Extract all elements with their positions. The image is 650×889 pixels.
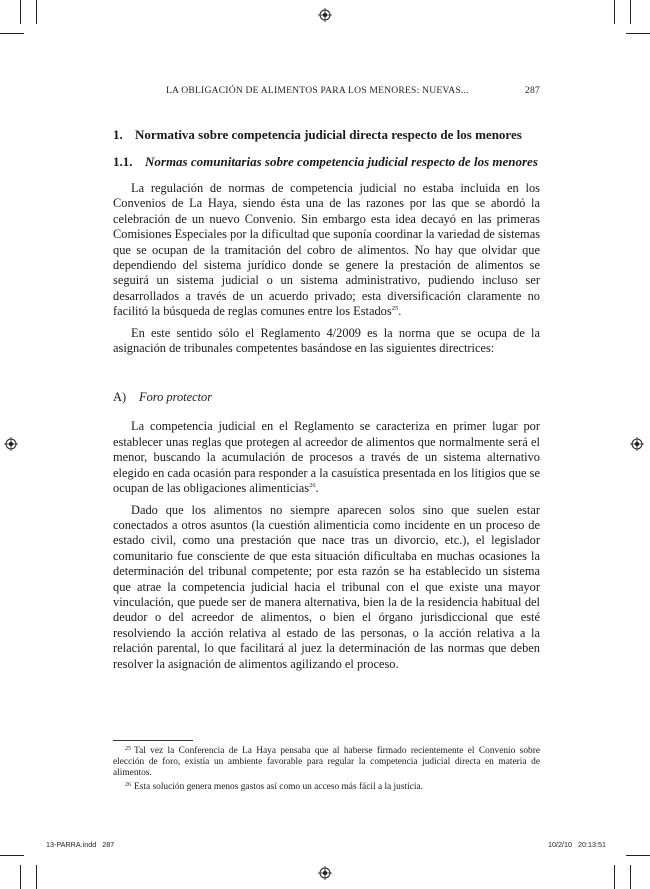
paragraph: La competencia judicial en el Reglamento se caracteriza en primer lugar por establecer unas reglas que protegen al acreedor de alimentos que normalmente será el menor, buscando la acumulación de procesos a través de un sistema alternativo elegido en cada ocasión para responder a la casuística presentada en los litigios que se ocupan de las obligaciones alimenticias$^{26}$. — [113, 419, 540, 496]
crop-mark — [36, 0, 37, 24]
crop-mark — [626, 855, 650, 856]
running-head — [166, 85, 540, 96]
section-number: 1. — [113, 127, 123, 142]
crop-mark — [20, 0, 21, 24]
subheading-label: A) — [113, 390, 127, 405]
footnote-text: Esta solución genera menos gastos así como un acceso más fácil a la justicia. — [134, 782, 423, 792]
registration-mark-icon — [318, 866, 332, 880]
paragraph-text: La regulación de normas de competencia judicial no estaba incluida en los Convenios de La Haya, siendo ésta una de las razones por las que se abordó la celebración de un nuevo Convenio. Sin embargo esta idea decayó en las primeras Comisiones Especiales por la dificultad que suponía coordinar la variedad de sistemas que se ocupan de la tramitación del cobro de alimentos. No hay que olvidar que dependiendo del sistema jurídico donde se genere la prestación de alimentos se seguirá un sistema judicial o un sistema administrativo, pudiendo incluso ser desarrollados a través de un acuerdo privado; esta diversificación claramente no facilitó la búsqueda de reglas comunes entre los Estados — [113, 181, 541, 319]
paragraph-text: La competencia judicial en el Reglamento se caracteriza en primer lugar por establecer unas reglas que protegen al acreedor de alimentos que normalmente será el menor, buscando la acumulación de procesos a través de un sistema alternativo elegido en cada ocasión para responder a la casuística presentada en los litigios que se ocupan de las obligaciones alimenticias — [113, 419, 540, 496]
crop-mark — [36, 865, 37, 889]
paragraph: Dado que los alimentos no siempre aparecen solos sino que suelen estar conectados a otros asuntos (la cuestión alimenticia como incidente en un proceso de estado civil, como una prestación que nace tras un divorcio, etc.), el legislador comunitario fue consciente de que esta situación dificultaba en muchas ocasiones la determinación del tribunal competente; por esta razón se ha establecido un sistema que atrae la competencia judicial hacia el tribunal con el que existe una mayor vinculación, que puede ser de manera alternativa, bien la de la residencia habitual del deudor o del acreedor de alimentos, o bien el órgano jurisdiccional que esté resolviendo la acción relativa al estado de las personas, o la acción relativa a la relación parental, lo que facilitará al juez la determinación de las normas que deben resolver la asignación de alimentos agilizando el proceso. — [113, 502, 540, 671]
footnote-number: 25 — [125, 746, 131, 752]
footnote-rule — [113, 740, 193, 741]
crop-mark — [630, 865, 631, 889]
footnote — [113, 780, 540, 793]
footnotes — [113, 744, 540, 794]
registration-mark-icon — [4, 437, 18, 451]
crop-mark — [614, 0, 615, 24]
paragraph: La regulación de normas de competencia judicial no estaba incluida en los Convenios de La Haya, siendo ésta una de las razones por las que se abordó la celebración de un nuevo Convenio. Sin embargo esta idea decayó en las primeras Comisiones Especiales por la dificultad que suponía coordinar la variedad de sistemas que se ocupan de la tramitación del cobro de alimentos. No hay que olvidar que dependiendo del sistema jurídico donde se genere la prestación de alimentos se seguirá un sistema judicial o un sistema administrativo, pudiendo incluso ser desarrollados a través de un acuerdo privado; esta diversificación claramente no facilitó la búsqueda de reglas comunes entre los Estados$^{25}$. — [113, 181, 541, 319]
subheading — [113, 390, 540, 405]
subsection-heading — [113, 154, 540, 169]
slug-file: 13-PARRA.indd 287 — [46, 840, 115, 849]
section-heading — [113, 127, 540, 142]
paragraph: En este sentido sólo el Reglamento 4/2009 es la norma que se ocupa de la asignación de tribunales competentes basándose en las siguientes directrices: — [113, 325, 540, 356]
crop-mark — [626, 33, 650, 34]
registration-mark-icon — [630, 437, 644, 451]
registration-mark-icon — [318, 8, 332, 22]
footnote-ref: 25 — [391, 305, 399, 313]
running-head-title: LA OBLIGACIÓN DE ALIMENTOS PARA LOS MENORES: NUEVAS... — [166, 85, 469, 96]
crop-mark — [630, 0, 631, 24]
footnote — [113, 744, 540, 779]
crop-mark — [0, 33, 24, 34]
page-number: 287 — [525, 85, 540, 96]
footnote-ref: 26 — [309, 482, 316, 490]
footnote-number: 26 — [125, 782, 131, 788]
main-text — [113, 127, 540, 678]
subheading-title: Foro protector — [139, 390, 213, 405]
subsection-title: Normas comunitarias sobre competencia judicial respecto de los menores — [145, 154, 538, 169]
section-title: Normativa sobre competencia judicial directa respecto de los menores — [135, 127, 522, 142]
footnote-text: Tal vez la Conferencia de La Haya pensaba que al haberse firmado recientemente el Convenio sobre elección de foro, existía un ambiente favorable para regular la competencia judicial directa en materia de alimentos. — [113, 746, 540, 778]
crop-mark — [0, 855, 24, 856]
crop-mark — [614, 865, 615, 889]
subsection-number: 1.1. — [113, 154, 133, 169]
slug-datetime: 10/2/10 20:13:51 — [548, 840, 606, 849]
crop-mark — [20, 865, 21, 889]
